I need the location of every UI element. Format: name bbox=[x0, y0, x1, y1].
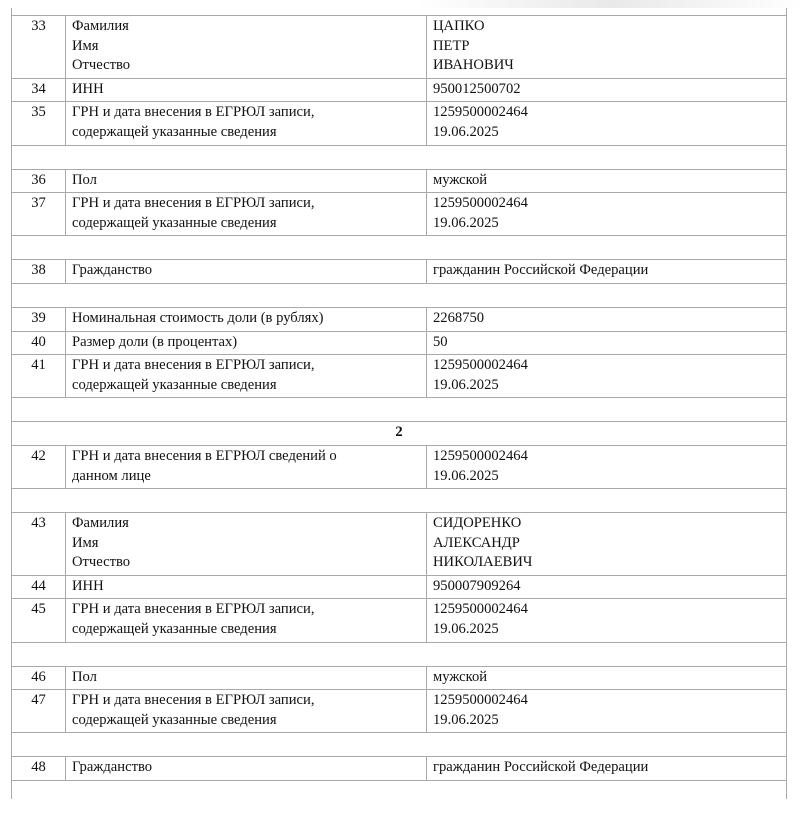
row-label-line: Гражданство bbox=[72, 759, 153, 776]
table-row bbox=[12, 102, 787, 145]
row-label-line: Имя bbox=[72, 534, 99, 551]
row-value-line: мужской bbox=[433, 171, 488, 188]
row-label-line: ГРН и дата внесения в ЕГРЮЛ сведений о bbox=[72, 447, 337, 464]
row-value bbox=[427, 445, 787, 488]
row-value-line: ИВАНОВИЧ bbox=[433, 57, 514, 74]
table-row bbox=[12, 331, 787, 355]
row-value-line: 1259500002464 bbox=[433, 447, 528, 464]
row-value-line: 1259500002464 bbox=[433, 195, 528, 212]
row-label-line: ГРН и дата внесения в ЕГРЮЛ записи, bbox=[72, 692, 315, 709]
row-value-line: 19.06.2025 bbox=[433, 467, 499, 484]
row-value-line: 2268750 bbox=[433, 309, 485, 326]
clipped-cell bbox=[12, 8, 787, 16]
row-label bbox=[66, 102, 427, 145]
row-label bbox=[66, 690, 427, 733]
row-value-line: 1259500002464 bbox=[433, 692, 528, 709]
table-row bbox=[12, 78, 787, 102]
row-value bbox=[427, 260, 787, 284]
clipped-row-top bbox=[12, 8, 787, 16]
table-row bbox=[12, 666, 787, 690]
row-value-line: 1259500002464 bbox=[433, 601, 528, 618]
row-value bbox=[427, 513, 787, 576]
row-number: 38 bbox=[12, 260, 66, 284]
section-gap-cell bbox=[12, 283, 787, 307]
row-label bbox=[66, 307, 427, 331]
row-label-line: данном лице bbox=[72, 467, 151, 484]
table-row bbox=[12, 690, 787, 733]
row-label bbox=[66, 599, 427, 642]
row-number: 33 bbox=[12, 16, 66, 79]
clipped-row-bottom bbox=[12, 781, 787, 800]
row-number: 42 bbox=[12, 445, 66, 488]
table-row bbox=[12, 757, 787, 781]
row-label-line: содержащей указанные сведения bbox=[72, 621, 277, 638]
row-number: 37 bbox=[12, 193, 66, 236]
row-label bbox=[66, 331, 427, 355]
table-row bbox=[12, 260, 787, 284]
row-number: 35 bbox=[12, 102, 66, 145]
row-value bbox=[427, 331, 787, 355]
row-label bbox=[66, 355, 427, 398]
row-label bbox=[66, 16, 427, 79]
row-value-line: гражданин Российской Федерации bbox=[433, 262, 649, 279]
row-number: 48 bbox=[12, 757, 66, 781]
row-number: 46 bbox=[12, 666, 66, 690]
table-row bbox=[12, 355, 787, 398]
row-label bbox=[66, 757, 427, 781]
section-gap-row bbox=[12, 236, 787, 260]
section-gap-row bbox=[12, 489, 787, 513]
row-label bbox=[66, 169, 427, 193]
table-body bbox=[12, 8, 787, 799]
row-label-line: Размер доли (в процентах) bbox=[72, 333, 238, 350]
row-label-line: содержащей указанные сведения bbox=[72, 376, 277, 393]
row-value-line: ПЕТР bbox=[433, 37, 470, 54]
table-row bbox=[12, 575, 787, 599]
table-row bbox=[12, 169, 787, 193]
row-label-line: Номинальная стоимость доли (в рублях) bbox=[72, 309, 324, 326]
row-value-line: АЛЕКСАНДР bbox=[433, 534, 520, 551]
row-number: 40 bbox=[12, 331, 66, 355]
row-label-line: ГРН и дата внесения в ЕГРЮЛ записи, bbox=[72, 104, 315, 121]
row-value-line: 19.06.2025 bbox=[433, 711, 499, 728]
row-label-line: Фамилия bbox=[72, 515, 129, 532]
section-gap-cell bbox=[12, 236, 787, 260]
section-index-label: 2 bbox=[12, 422, 787, 446]
row-label-line: ГРН и дата внесения в ЕГРЮЛ записи, bbox=[72, 601, 315, 618]
row-label-line: Гражданство bbox=[72, 262, 153, 279]
row-value bbox=[427, 690, 787, 733]
egrul-data-table bbox=[11, 8, 787, 799]
row-value bbox=[427, 307, 787, 331]
row-number: 34 bbox=[12, 78, 66, 102]
table-row bbox=[12, 16, 787, 79]
section-gap-cell bbox=[12, 145, 787, 169]
row-number: 45 bbox=[12, 599, 66, 642]
row-label bbox=[66, 260, 427, 284]
row-label bbox=[66, 193, 427, 236]
row-value-line: гражданин Российской Федерации bbox=[433, 759, 649, 776]
section-gap-cell bbox=[12, 489, 787, 513]
row-value-line: НИКОЛАЕВИЧ bbox=[433, 554, 533, 571]
row-value-line: 1259500002464 bbox=[433, 357, 528, 374]
row-value bbox=[427, 575, 787, 599]
row-value-line: 19.06.2025 bbox=[433, 214, 499, 231]
row-value-line: 19.06.2025 bbox=[433, 123, 499, 140]
row-value-line: ЦАПКО bbox=[433, 18, 485, 34]
section-gap-cell bbox=[12, 398, 787, 422]
clipped-cell bbox=[12, 781, 787, 800]
row-value bbox=[427, 169, 787, 193]
row-value-line: 950007909264 bbox=[433, 577, 521, 594]
row-value-line: СИДОРЕНКО bbox=[433, 515, 522, 532]
table-row bbox=[12, 193, 787, 236]
row-label bbox=[66, 575, 427, 599]
row-value-line: мужской bbox=[433, 668, 488, 685]
table-row bbox=[12, 307, 787, 331]
section-gap-row bbox=[12, 733, 787, 757]
row-label-line: ГРН и дата внесения в ЕГРЮЛ записи, bbox=[72, 357, 315, 374]
row-label bbox=[66, 78, 427, 102]
section-gap-row bbox=[12, 398, 787, 422]
section-gap-cell bbox=[12, 642, 787, 666]
row-label bbox=[66, 513, 427, 576]
row-number: 36 bbox=[12, 169, 66, 193]
row-label-line: Имя bbox=[72, 37, 99, 54]
row-value bbox=[427, 599, 787, 642]
row-number: 39 bbox=[12, 307, 66, 331]
row-value-line: 19.06.2025 bbox=[433, 376, 499, 393]
row-value-line: 950012500702 bbox=[433, 80, 521, 97]
table-row bbox=[12, 513, 787, 576]
row-label-line: Отчество bbox=[72, 57, 131, 74]
row-label-line: Фамилия bbox=[72, 18, 129, 34]
table-row bbox=[12, 445, 787, 488]
row-number: 47 bbox=[12, 690, 66, 733]
section-gap-row bbox=[12, 283, 787, 307]
row-label-line: Отчество bbox=[72, 554, 131, 571]
row-value-line: 50 bbox=[433, 333, 448, 350]
row-value bbox=[427, 355, 787, 398]
row-label-line: Пол bbox=[72, 668, 97, 685]
row-number: 43 bbox=[12, 513, 66, 576]
table-row bbox=[12, 599, 787, 642]
row-value bbox=[427, 16, 787, 79]
row-label bbox=[66, 666, 427, 690]
row-number: 44 bbox=[12, 575, 66, 599]
row-label-line: ГРН и дата внесения в ЕГРЮЛ записи, bbox=[72, 195, 315, 212]
row-value-line: 1259500002464 bbox=[433, 104, 528, 121]
row-value bbox=[427, 757, 787, 781]
row-value-line: 19.06.2025 bbox=[433, 621, 499, 638]
section-gap-row bbox=[12, 145, 787, 169]
row-label-line: содержащей указанные сведения bbox=[72, 123, 277, 140]
row-value bbox=[427, 193, 787, 236]
section-gap-row bbox=[12, 642, 787, 666]
row-label-line: ИНН bbox=[72, 577, 104, 594]
row-label-line: Пол bbox=[72, 171, 97, 188]
row-number: 41 bbox=[12, 355, 66, 398]
row-value bbox=[427, 78, 787, 102]
row-label bbox=[66, 445, 427, 488]
row-value bbox=[427, 102, 787, 145]
row-label-line: ИНН bbox=[72, 80, 104, 97]
section-gap-cell bbox=[12, 733, 787, 757]
section-index-row bbox=[12, 422, 787, 446]
row-label-line: содержащей указанные сведения bbox=[72, 711, 277, 728]
row-value bbox=[427, 666, 787, 690]
row-label-line: содержащей указанные сведения bbox=[72, 214, 277, 231]
